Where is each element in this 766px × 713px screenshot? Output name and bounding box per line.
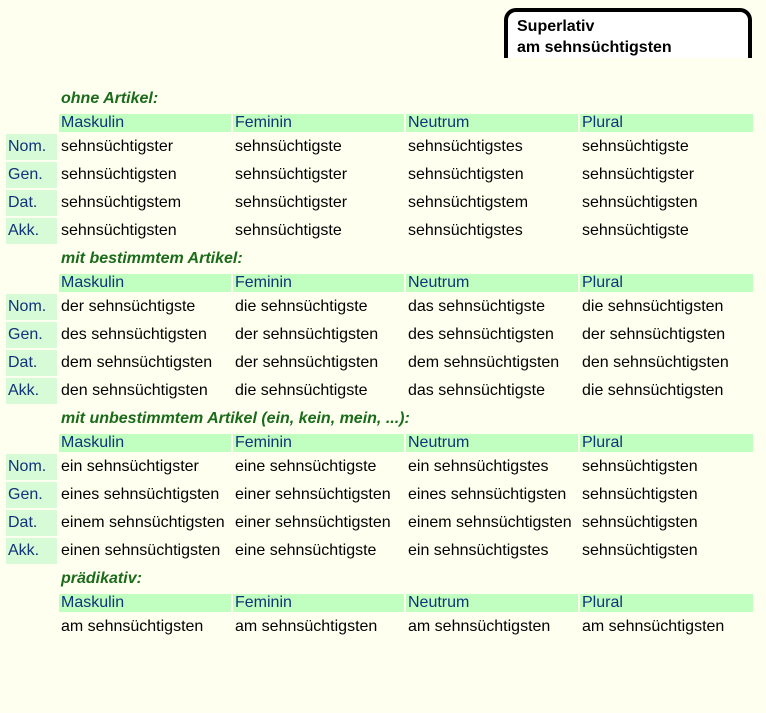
form-cell: sehnsüchtigstem: [61, 194, 182, 211]
header-neutrum: Neutrum: [406, 434, 578, 452]
form-cell: die sehnsüchtigste: [235, 382, 368, 399]
tab-subtitle: am sehnsüchtigsten: [517, 39, 672, 56]
case-label: Nom.: [6, 294, 57, 320]
form-cell: einem sehnsüchtigsten: [408, 514, 572, 531]
case-label: Akk.: [6, 378, 57, 404]
case-label: Dat.: [6, 190, 57, 216]
form-cell: dem sehnsüchtigsten: [61, 354, 213, 371]
case-label: Akk.: [6, 218, 57, 244]
form-cell: den sehnsüchtigsten: [582, 354, 729, 371]
form-cell: des sehnsüchtigsten: [408, 326, 554, 343]
form-cell: eines sehnsüchtigsten: [408, 486, 567, 503]
header-feminin: Feminin: [233, 274, 404, 292]
form-cell: die sehnsüchtigste: [235, 298, 368, 315]
table-row: [6, 510, 753, 536]
table-row: [6, 218, 753, 244]
form-cell: des sehnsüchtigsten: [61, 326, 207, 343]
form-cell: sehnsüchtigsten: [61, 222, 177, 239]
form-cell: sehnsüchtigste: [582, 222, 689, 239]
form-cell: am sehnsüchtigsten: [408, 618, 551, 635]
form-cell: ein sehnsüchtigster: [61, 458, 199, 475]
header-feminin: Feminin: [233, 114, 404, 132]
form-cell: das sehnsüchtigste: [408, 382, 545, 399]
form-cell: sehnsüchtigsten: [582, 194, 698, 211]
table-row: [6, 162, 753, 188]
case-label: Dat.: [6, 510, 57, 536]
form-cell: einem sehnsüchtigsten: [61, 514, 225, 531]
header-neutrum: Neutrum: [406, 114, 578, 132]
form-cell: sehnsüchtigsten: [582, 542, 698, 559]
form-cell: dem sehnsüchtigsten: [408, 354, 560, 371]
form-cell: am sehnsüchtigsten: [235, 618, 378, 635]
case-label: Gen.: [6, 322, 57, 348]
case-label: Dat.: [6, 350, 57, 376]
form-cell: sehnsüchtigsten: [61, 166, 177, 183]
header-maskulin: Maskulin: [59, 114, 231, 132]
form-cell: eines sehnsüchtigsten: [61, 486, 220, 503]
case-label: Nom.: [6, 134, 57, 160]
section-title: mit bestimmtem Artikel:: [61, 250, 243, 267]
section-title-row: [6, 406, 753, 432]
form-cell: das sehnsüchtigste: [408, 298, 545, 315]
section-title: mit unbestimmtem Artikel (ein, kein, mein, ...):: [61, 410, 410, 427]
table-row: [6, 134, 753, 160]
form-cell: sehnsüchtigste: [235, 222, 342, 239]
form-cell: den sehnsüchtigsten: [61, 382, 208, 399]
table-row: [6, 322, 753, 348]
section-title-row: [6, 566, 753, 592]
header-row: [6, 274, 753, 292]
form-cell: sehnsüchtigster: [61, 138, 174, 155]
section-title: prädikativ:: [61, 570, 142, 587]
header-row: [6, 434, 753, 452]
form-cell: der sehnsüchtigsten: [235, 326, 379, 343]
form-cell: sehnsüchtigstem: [408, 194, 529, 211]
table-row: [6, 538, 753, 564]
header-plural: Plural: [580, 114, 753, 132]
section-title-row: [6, 86, 753, 112]
header-plural: Plural: [580, 434, 753, 452]
header-neutrum: Neutrum: [406, 594, 578, 612]
section-title: ohne Artikel:: [61, 90, 159, 107]
superlative-tab[interactable]: [504, 8, 752, 58]
table-row: [6, 482, 753, 508]
case-label: Akk.: [6, 538, 57, 564]
form-cell: sehnsüchtigsten: [582, 486, 698, 503]
form-cell: sehnsüchtigster: [582, 166, 695, 183]
form-cell: einer sehnsüchtigsten: [235, 514, 391, 531]
form-cell: sehnsüchtigstes: [408, 222, 523, 239]
form-cell: der sehnsüchtigsten: [235, 354, 379, 371]
declension-table: [4, 84, 755, 642]
header-feminin: Feminin: [233, 594, 404, 612]
header-neutrum: Neutrum: [406, 274, 578, 292]
header-row: [6, 114, 753, 132]
form-cell: sehnsüchtigsten: [408, 166, 524, 183]
form-cell: sehnsüchtigstes: [408, 138, 523, 155]
header-plural: Plural: [580, 594, 753, 612]
form-cell: die sehnsüchtigsten: [582, 382, 724, 399]
form-cell: der sehnsüchtigsten: [582, 326, 726, 343]
form-cell: am sehnsüchtigsten: [61, 618, 204, 635]
tab-title: Superlativ: [517, 18, 595, 35]
form-cell: sehnsüchtigsten: [582, 514, 698, 531]
header-maskulin: Maskulin: [59, 274, 231, 292]
header-feminin: Feminin: [233, 434, 404, 452]
header-plural: Plural: [580, 274, 753, 292]
form-cell: eine sehnsüchtigste: [235, 542, 377, 559]
table-row: [6, 190, 753, 216]
form-cell: ein sehnsüchtigstes: [408, 542, 549, 559]
form-cell: sehnsüchtigsten: [582, 458, 698, 475]
form-cell: sehnsüchtigster: [235, 194, 348, 211]
header-maskulin: Maskulin: [59, 434, 231, 452]
case-label: Nom.: [6, 454, 57, 480]
table-row: [6, 294, 753, 320]
header-row: [6, 594, 753, 612]
table-row: [6, 350, 753, 376]
form-cell: einen sehnsüchtigsten: [61, 542, 221, 559]
form-cell: eine sehnsüchtigste: [235, 458, 377, 475]
form-cell: der sehnsüchtigste: [61, 298, 196, 315]
table-row: [6, 454, 753, 480]
form-cell: ein sehnsüchtigstes: [408, 458, 549, 475]
form-cell: einer sehnsüchtigsten: [235, 486, 391, 503]
table-row: [6, 378, 753, 404]
form-cell: die sehnsüchtigsten: [582, 298, 724, 315]
form-cell: sehnsüchtigster: [235, 166, 348, 183]
header-maskulin: Maskulin: [59, 594, 231, 612]
form-cell: sehnsüchtigste: [235, 138, 342, 155]
form-cell: sehnsüchtigste: [582, 138, 689, 155]
form-cell: am sehnsüchtigsten: [582, 618, 725, 635]
case-label: Gen.: [6, 482, 57, 508]
case-label: Gen.: [6, 162, 57, 188]
table-row: [6, 614, 753, 640]
section-title-row: [6, 246, 753, 272]
